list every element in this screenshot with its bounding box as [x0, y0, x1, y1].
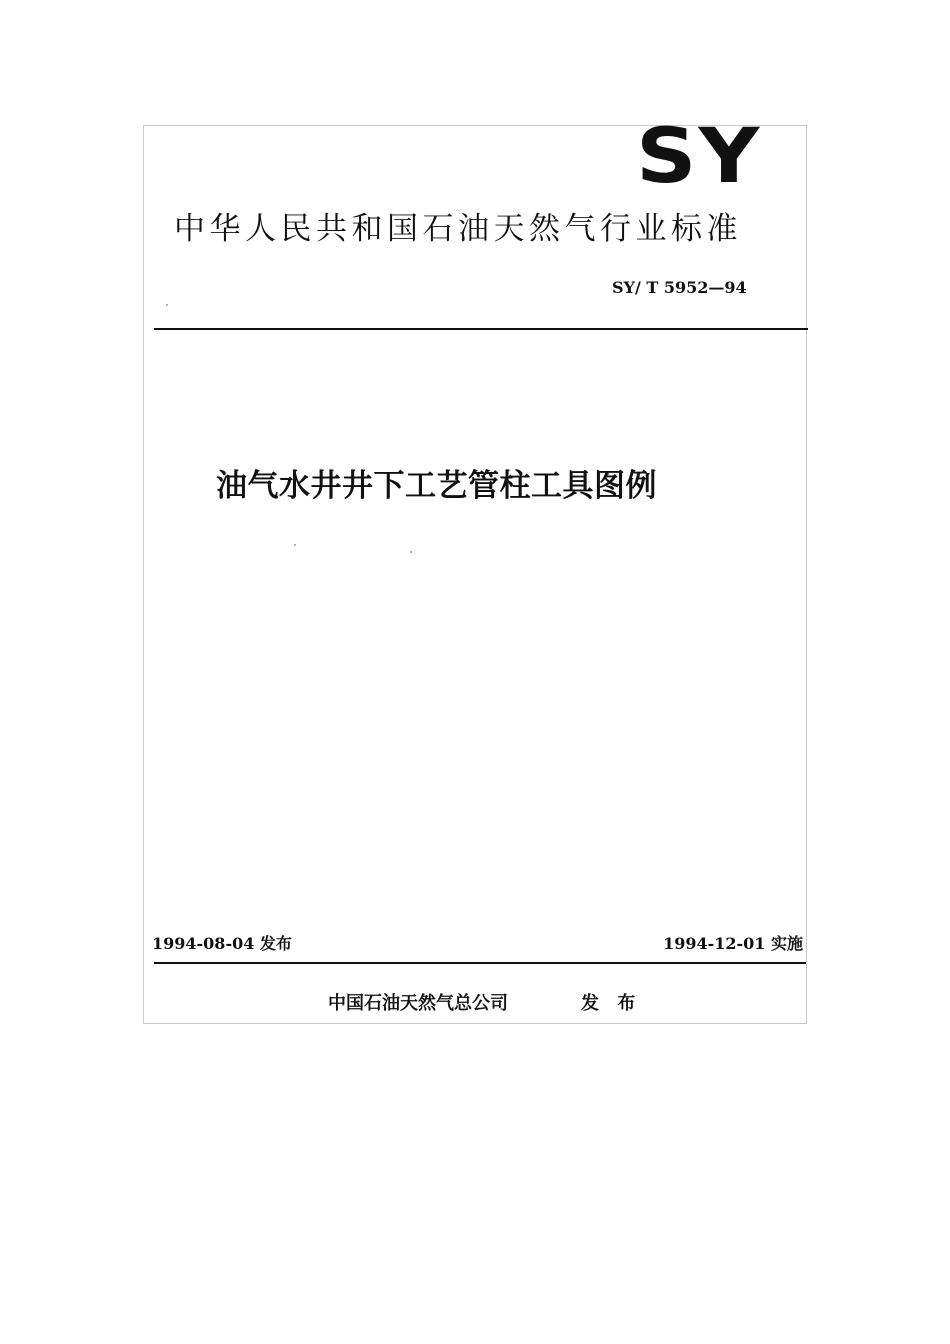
top-divider [154, 328, 808, 330]
bottom-divider [154, 962, 806, 964]
scan-speck [410, 551, 412, 553]
org-standard-title: 中华人民共和国石油天然气行业标准 [174, 211, 742, 247]
standard-code: SY/ T 5952—94 [612, 278, 747, 297]
sy-logo: SY [636, 111, 762, 200]
document-title: 油气水井井下工艺管柱工具图例 [216, 468, 657, 504]
publish-label: 发 布 [581, 993, 642, 1014]
implementation-date: 1994-12-01 实施 [663, 934, 803, 953]
scan-speck [166, 304, 168, 306]
scan-speck [294, 544, 296, 546]
publisher-name: 中国石油天然气总公司 [328, 993, 508, 1014]
standard-cover-page [143, 111, 807, 1024]
issue-date: 1994-08-04 发布 [152, 934, 292, 953]
